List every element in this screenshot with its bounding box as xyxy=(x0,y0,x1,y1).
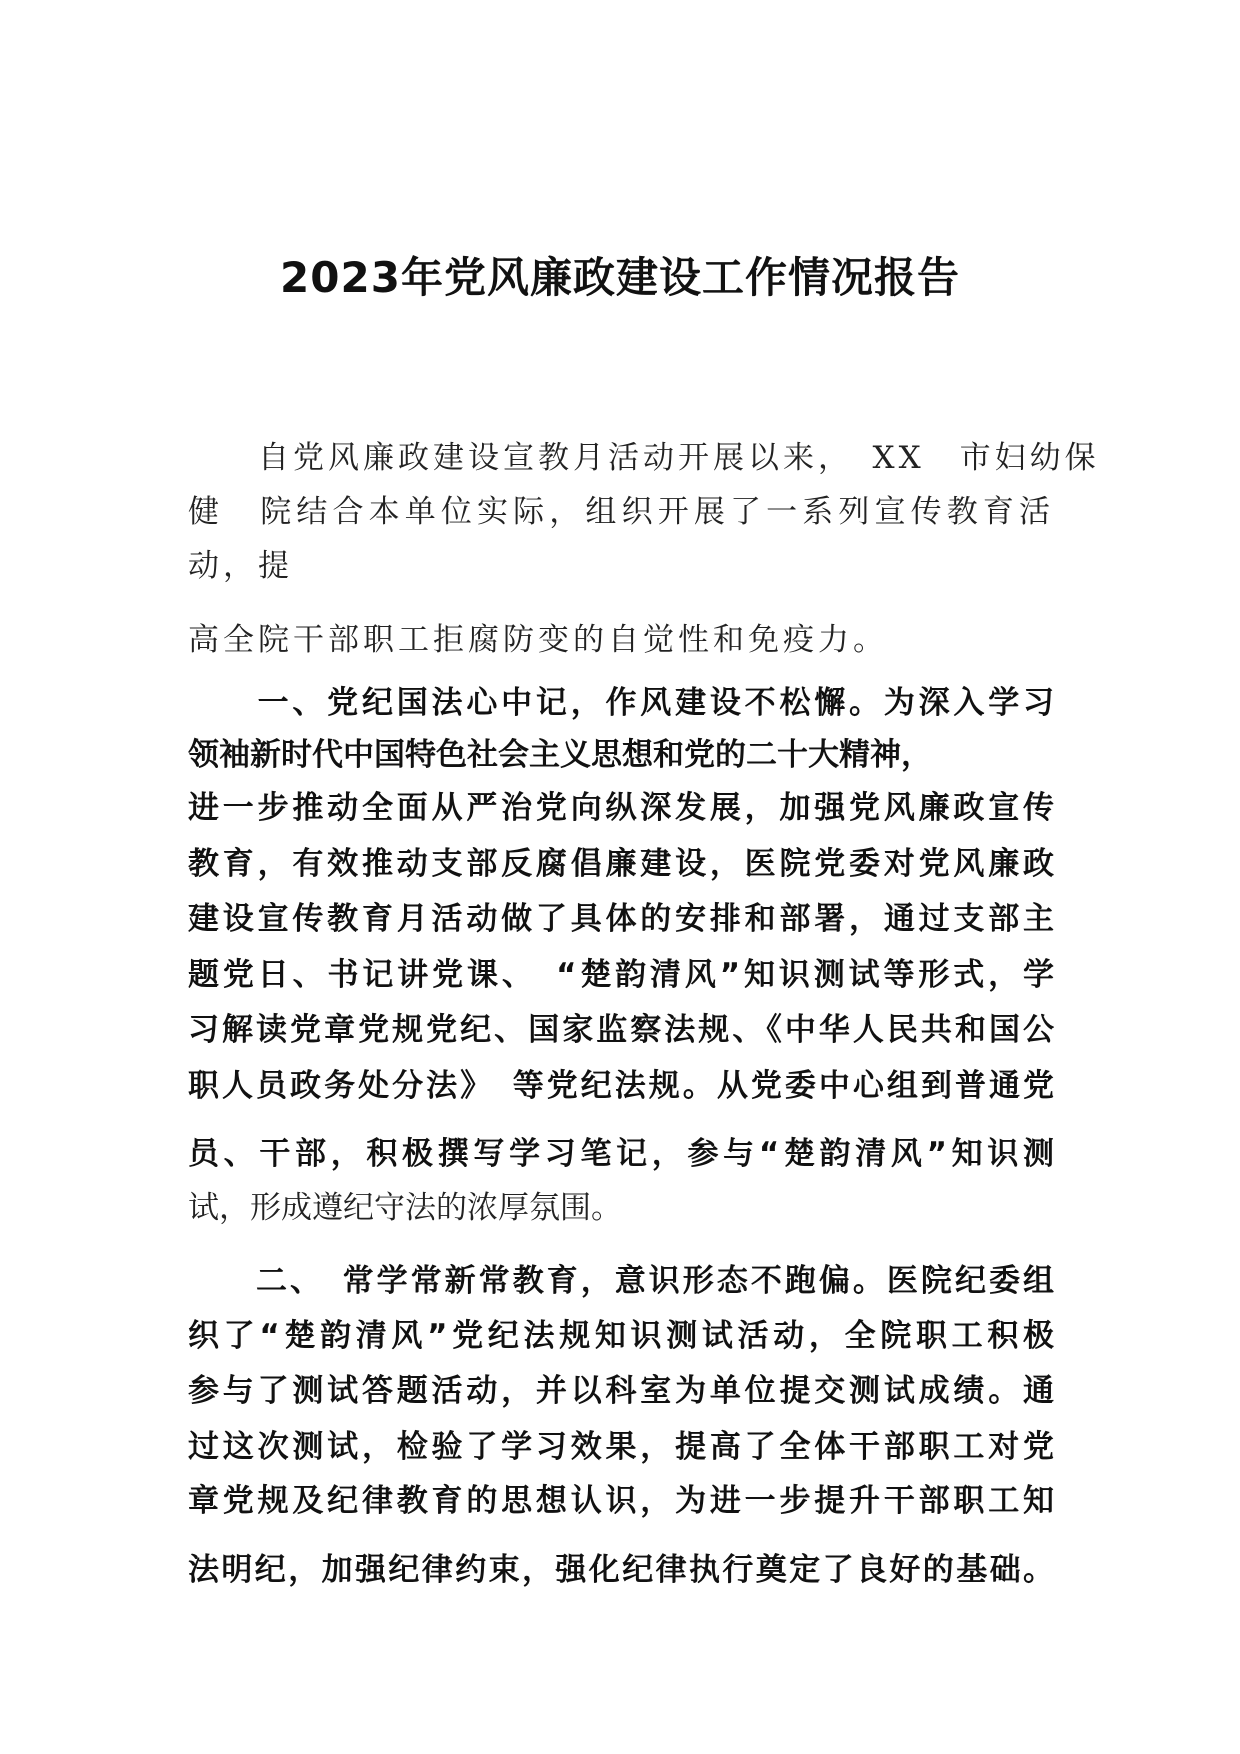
section1-line-9: 员、干部，积极撰写学习笔记，参与“楚韵清风”知识测 xyxy=(188,1136,1054,1172)
section2-line-6: 法明纪，加强纪律约束，强化纪律执行奠定了良好的基础。 xyxy=(188,1552,1054,1588)
intro-line-1: 自党风廉政建设宣教月活动开展以来， XX 市妇幼保 xyxy=(188,440,1100,476)
section1-line-4: 教育，有效推动支部反腐倡廉建设，医院党委对党风廉政 xyxy=(188,846,1054,882)
section1-line-3: 进一步推动全面从严治党向纵深发展，加强党风廉政宣传 xyxy=(188,790,1054,826)
section2-line-2: 织了“楚韵清风”党纪法规知识测试活动，全院职工积极 xyxy=(188,1318,1054,1354)
intro-line-2: 健 院结合本单位实际，组织开展了一系列宣传教育活 xyxy=(188,494,1054,530)
section2-line-5: 章党规及纪律教育的思想认识，为进一步提升干部职工知 xyxy=(188,1483,1054,1519)
document-title: 2023年党风廉政建设工作情况报告 xyxy=(280,253,960,302)
intro-line-4: 高全院干部职工拒腐防变的自觉性和免疫力。 xyxy=(188,622,888,658)
intro-line-3: 动，提 xyxy=(188,548,293,584)
section1-line-5: 建设宣传教育月活动做了具体的安排和部署，通过支部主 xyxy=(188,901,1054,937)
section1-line-2: 领袖新时代中国特色社会主义思想和党的二十大精神， xyxy=(188,737,932,773)
section2-line-4: 过这次测试，检验了学习效果，提高了全体干部职工对党 xyxy=(188,1429,1054,1465)
section1-line-10: 试，形成遵纪守法的浓厚氛围。 xyxy=(188,1190,622,1226)
section1-line-6: 题党日、书记讲党课、 “楚韵清风”知识测试等形式，学 xyxy=(188,957,1054,993)
section2-line-1: 二、 常学常新常教育，意识形态不跑偏。医院纪委组 xyxy=(188,1263,1054,1299)
section1-line-7: 习解读党章党规党纪、国家监察法规、《中华人民共和国公 xyxy=(188,1012,1054,1048)
section1-line-8: 职人员政务处分法》 等党纪法规。从党委中心组到普通党 xyxy=(188,1068,1054,1104)
section1-line-1: 一、党纪国法心中记，作风建设不松懈。为深入学习 xyxy=(188,685,1054,721)
section2-line-3: 参与了测试答题活动，并以科室为单位提交测试成绩。通 xyxy=(188,1373,1054,1409)
